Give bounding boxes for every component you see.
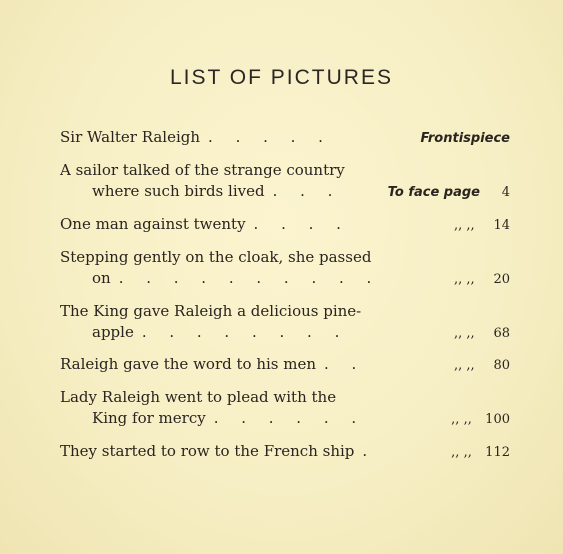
page-number: 80 — [493, 358, 510, 373]
leader-dots: . . . . . — [208, 128, 332, 146]
ditto-marks: ,, ,, — [451, 445, 472, 460]
page-number: 112 — [485, 445, 510, 460]
page-title: LIST OF PICTURES — [170, 66, 393, 89]
entry-caption-continued: where such birds lived — [92, 182, 265, 200]
entry-caption: Lady Raleigh went to plead with the — [60, 388, 337, 406]
ditto-marks: ,, ,, — [454, 272, 475, 287]
page-reference: Frontispiece — [420, 131, 510, 146]
entry-caption: Sir Walter Raleigh — [60, 128, 201, 146]
leader-dots: . — [362, 442, 377, 460]
entry-caption-continued: apple — [92, 323, 134, 341]
leader-dots: . . — [324, 355, 366, 373]
list-item — [60, 301, 510, 343]
ditto-marks: ,, ,, — [454, 358, 475, 373]
page-reference: To face page — [387, 185, 480, 200]
list-item — [60, 160, 510, 202]
list-item — [60, 214, 510, 235]
page-number: 4 — [501, 185, 510, 200]
entry-caption-continued: King for mercy — [92, 409, 206, 427]
page-number: 68 — [493, 326, 510, 341]
ditto-marks: ,, ,, — [454, 218, 475, 233]
entry-caption: A sailor talked of the strange country — [60, 161, 345, 179]
list-item — [60, 387, 510, 429]
leader-dots: . . . — [272, 182, 342, 200]
leader-dots: . . . . . . . . . . — [118, 269, 381, 287]
entry-caption: The King gave Raleigh a delicious pine- — [60, 302, 362, 320]
leader-dots: . . . . . . . . — [141, 323, 349, 341]
entry-caption: Stepping gently on the cloak, she passed — [60, 248, 372, 266]
page-number: 20 — [493, 272, 510, 287]
leader-dots: . . . . . . — [213, 409, 366, 427]
page-number: 100 — [485, 412, 510, 427]
entry-caption: One man against twenty — [60, 215, 246, 233]
list-item — [60, 127, 510, 148]
list-item — [60, 247, 510, 289]
entry-caption: They started to row to the French ship — [60, 442, 355, 460]
ditto-marks: ,, ,, — [451, 412, 472, 427]
leader-dots: . . . . — [253, 215, 350, 233]
ditto-marks: ,, ,, — [454, 326, 475, 341]
entry-caption-continued: on — [92, 269, 111, 287]
list-item — [60, 354, 510, 375]
list-item — [60, 441, 510, 462]
entry-caption: Raleigh gave the word to his men — [60, 355, 317, 373]
page-number: 14 — [493, 218, 510, 233]
